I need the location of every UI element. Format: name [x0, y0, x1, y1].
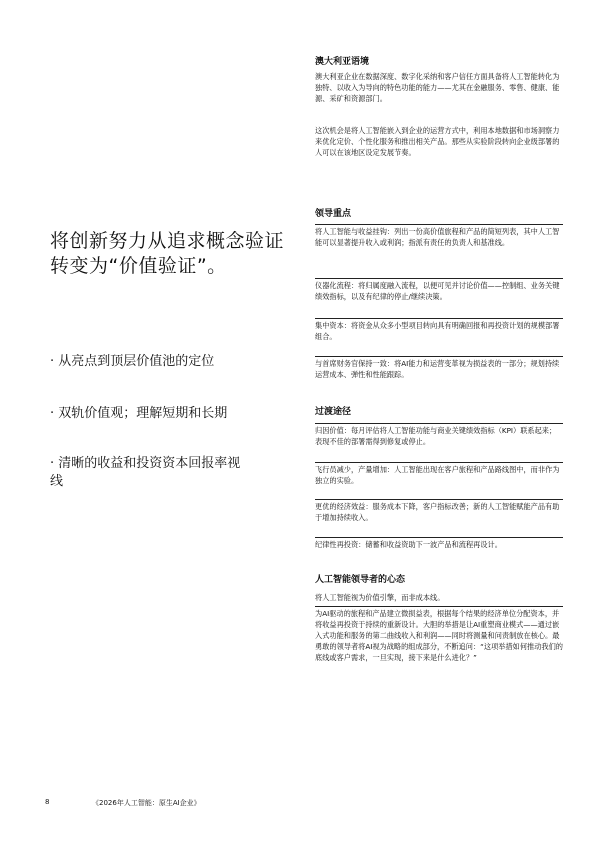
section-title-australia: 澳大利亚语境 [315, 57, 370, 67]
section-title-process: 过渡途径 [315, 407, 352, 417]
list-item: 仪器化流程：将归属度融入流程，以便可见并讨论价值——控制组、业务关键绩效指标，以及有纪律的停止/继续决策。 [315, 278, 563, 302]
paragraph: 这次机会是将人工智能嵌入到企业的运营方式中，利用本地数据和市场洞察力来优化定价、个性化服务和推出相关产品。那些从实验阶段转向企业级部署的人可以在该地区设定发展节奏。 [315, 126, 560, 157]
section-title-leadership: 领导重点 [315, 209, 352, 219]
list-item: 纪律性再投资：储蓄和收益资助下一波产品和流程再设计。 [315, 537, 563, 550]
list-item: 与首席财务官保持一致：将AI能力和运营变革视为损益表的一部分；规划持续运营成本、弹性和性能跟踪。 [315, 356, 563, 380]
list-item: 飞行员减少，产量增加：人工智能出现在客户旅程和产品路线图中，而非作为独立的实验。 [315, 462, 563, 486]
paragraph: 澳大利亚企业在数据深度、数字化采纳和客户信任方面具备将人工智能转化为独特、以收入为导向的特色功能的能力——尤其在金融服务、零售、健康、能源、采矿和资源部门。 [315, 72, 560, 103]
bullet-1: · 从亮点到顶层价值池的定位 [50, 354, 215, 369]
list-item: 集中资本：将资金从众多小型项目转向具有明确回报和再投资计划的规模部署组合。 [315, 318, 563, 342]
section-title-mindset: 人工智能领导者的心态 [315, 575, 406, 585]
list-item: 将人工智能与收益挂钩：列出一份高价值旅程和产品的简短列表，其中人工智能可以显著提升收入或利润；指派有责任的负责人和基准线。 [315, 224, 563, 248]
list-item: 归因价值：每月评估将人工智能功能与商业关键绩效指标（KPI）联系起来；表现不佳的部署需得到修复或停止。 [315, 423, 563, 447]
mindset-intro: 将人工智能视为价值引擎，而非成本线。 [315, 593, 445, 602]
mindset-body: 为AI驱动的旅程和产品建立微损益表，根据每个结果的经济单位分配资本，并将收益再投资于持续的重新设计。大胆的举措是让AI重塑商业模式——通过嵌入式功能和服务的第二曲线收入和利润——同时将测量和问责制放在核心。最勇敢的领导者将AI视为战略的组成部分，不断追问：“这项举措如何推动我们的底线或客户需求，一旦实现，接下来是什么进化？” [315, 606, 563, 663]
bullet-3: · 清晰的收益和投资资本回报率视线 [50, 456, 241, 489]
headline: 将创新努力从追求概念验证转变为“价值验证”。 [50, 230, 285, 277]
list-item: 更优的经济效益：服务成本下降，客户指标改善；新的人工智能赋能产品有助于增加持续收入。 [315, 499, 563, 523]
bullet-2: · 双轨价值观；理解短期和长期 [50, 406, 228, 421]
footer-title: 《2026年人工智能：原生AI企业》 [92, 799, 201, 807]
page-number: 8 [45, 798, 50, 806]
